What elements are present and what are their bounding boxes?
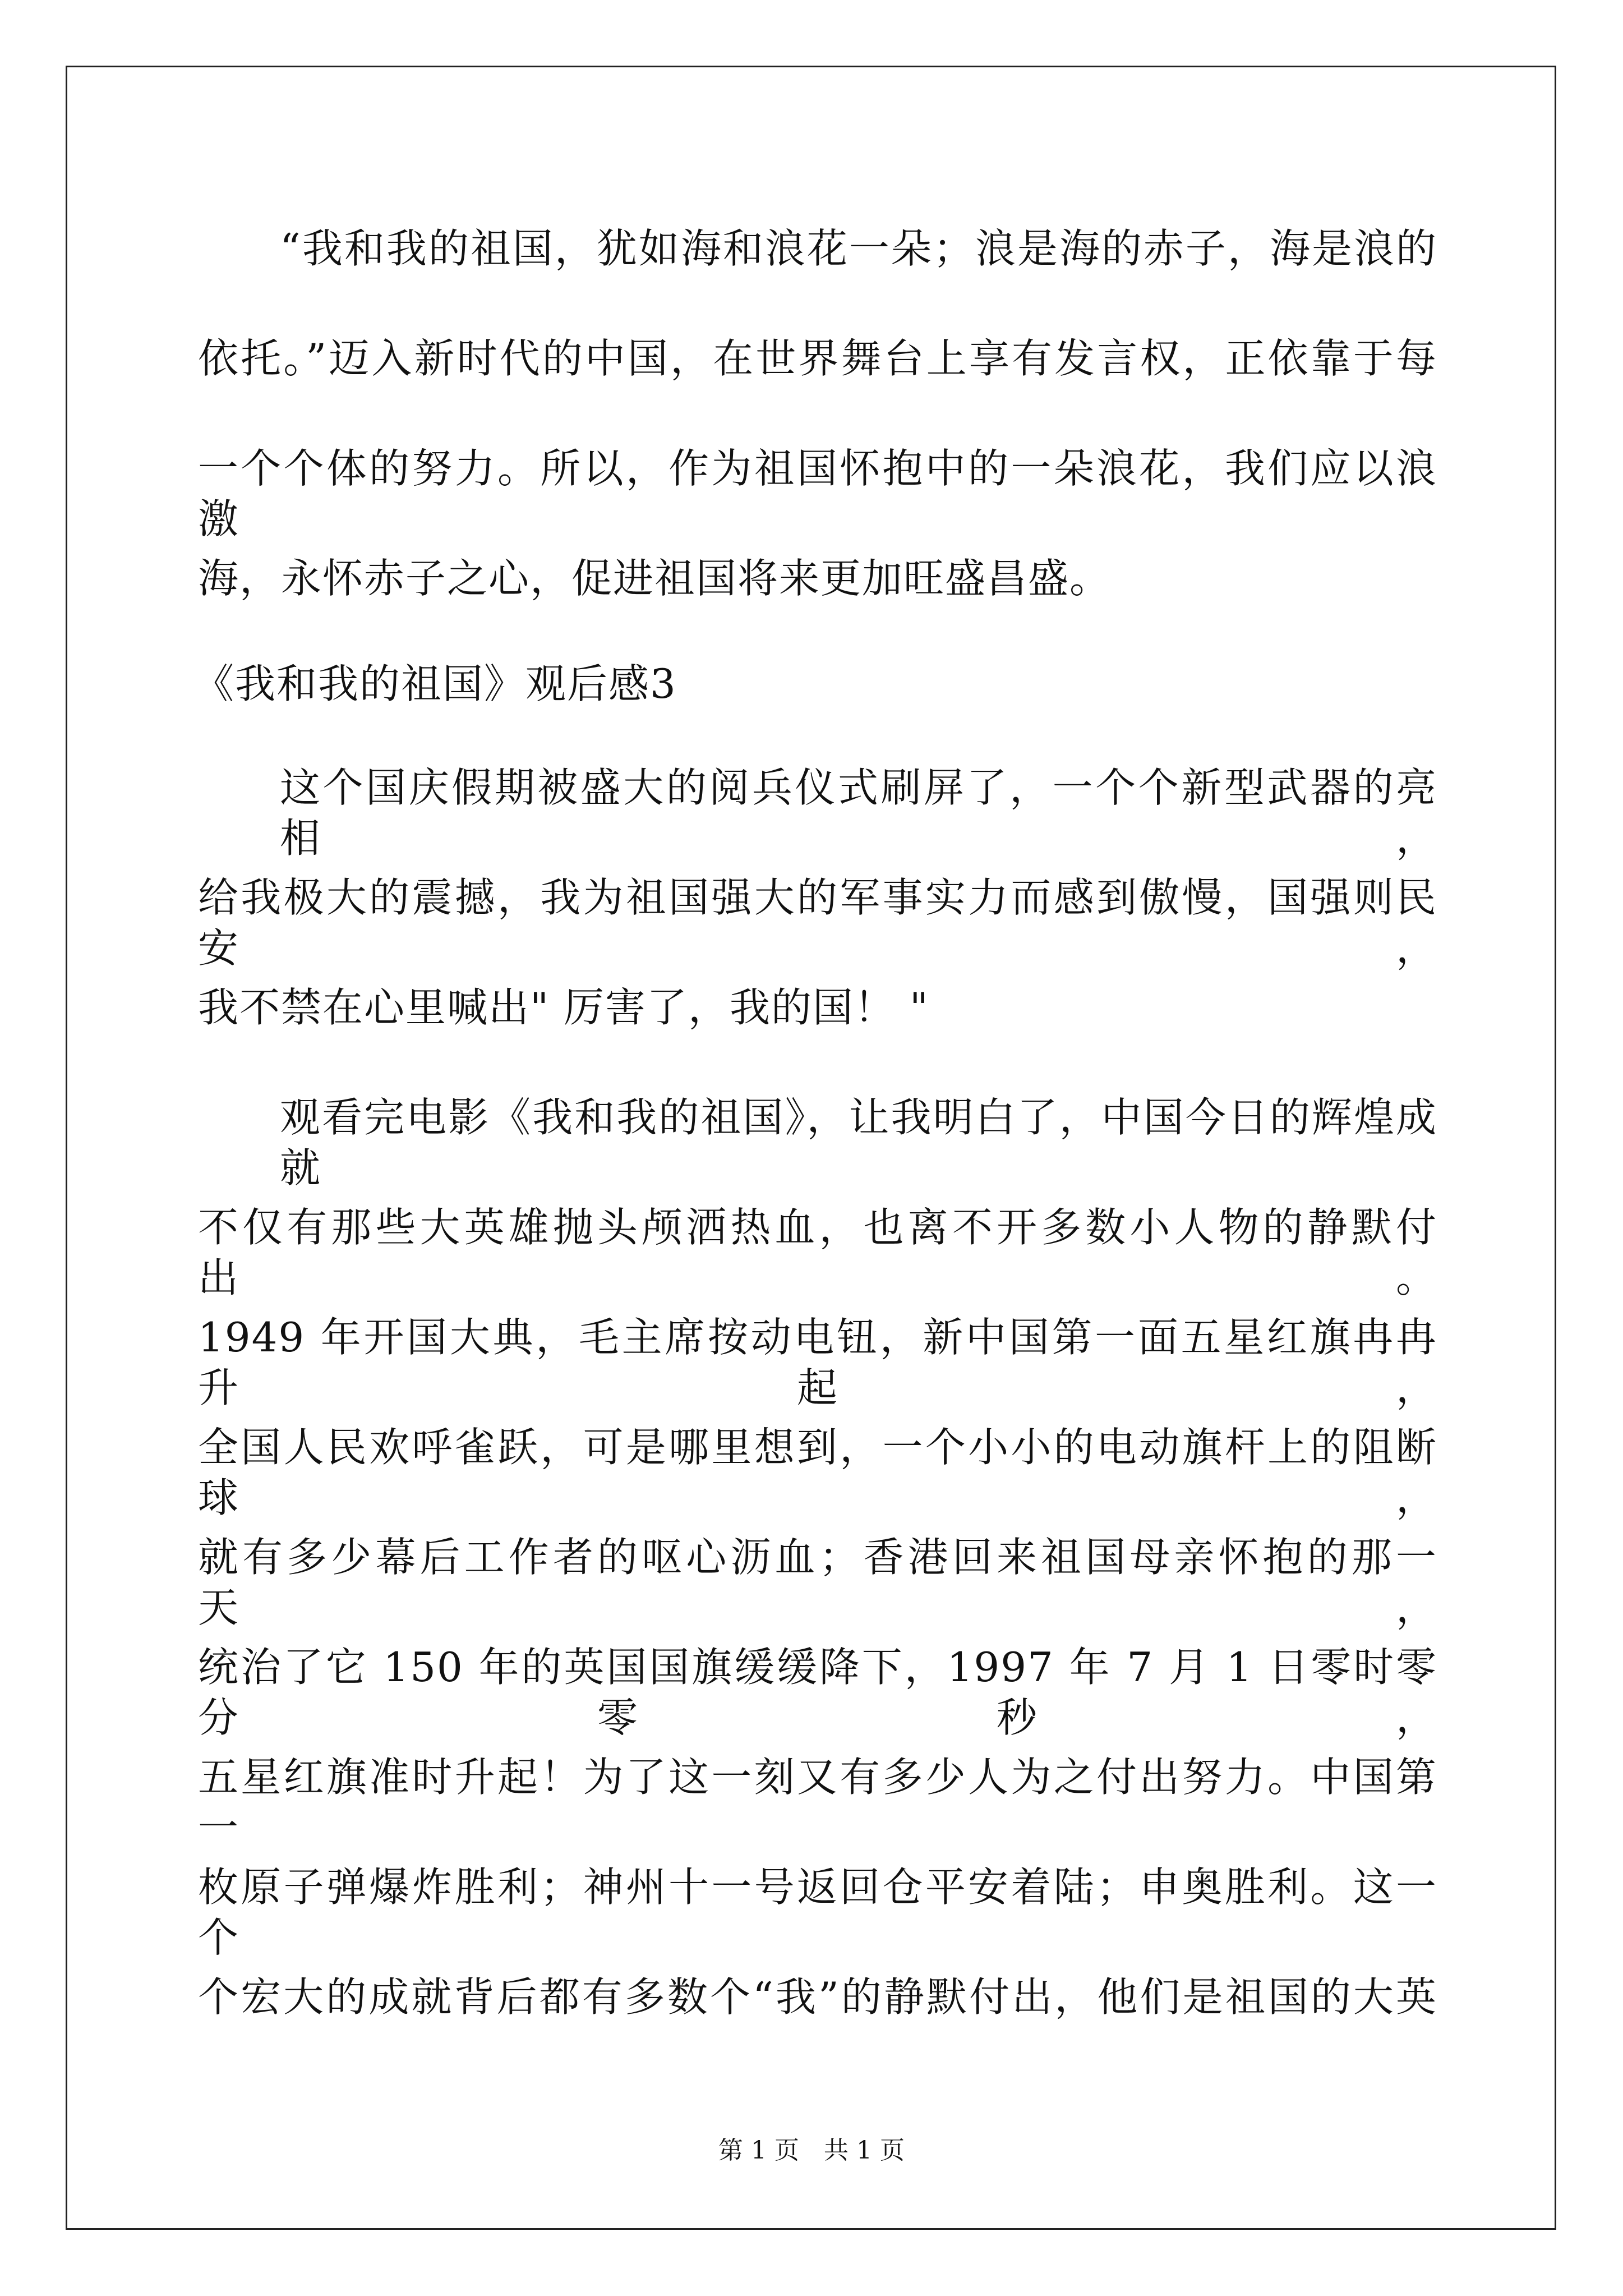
paragraph-line: “我和我的祖国，犹如海和浪花一朵；浪是海的赤子，海是浪的 [280, 225, 1437, 272]
paragraph-line: 统治了它 150 年的英国国旗缓缓降下，1997 年 7 月 1 日零时零分零秒， [198, 1644, 1437, 1741]
paragraph-line: 一个个体的努力。所以，作为祖国怀抱中的一朵浪花，我们应以浪激 [198, 445, 1437, 542]
paragraph-line: 海，永怀赤子之心，促进祖国将来更加旺盛昌盛。 [198, 555, 1112, 602]
paragraph-line: 给我极大的震撼，我为祖国强大的军事实力而感到傲慢，国强则民安， [198, 874, 1437, 972]
paragraph-line: 个宏大的成就背后都有多数个“我”的静默付出，他们是祖国的大英 [198, 1973, 1437, 2021]
paragraph-line: 观看完电影《我和我的祖国》，让我明白了，中国今日的辉煌成就 [280, 1094, 1437, 1191]
page-footer: 第 1 页 共 1 页 [718, 2136, 905, 2165]
paragraph-line: 就有多少幕后工作者的呕心沥血；香港回来祖国母亲怀抱的那一天， [198, 1534, 1437, 1631]
paragraph-line: 全国人民欢呼雀跃，可是哪里想到，一个小小的电动旗杆上的阻断球， [198, 1424, 1437, 1521]
paragraph-line: 不仅有那些大英雄抛头颅洒热血，也离不开多数小人物的静默付出。 [198, 1204, 1437, 1301]
paragraph-line: 这个国庆假期被盛大的阅兵仪式刷屏了，一个个新型武器的亮相， [280, 764, 1437, 862]
paragraph-line: 依托。”迈入新时代的中国，在世界舞台上享有发言权，正依靠于每 [198, 335, 1437, 382]
section-title: 《我和我的祖国》观后感3 [193, 660, 677, 707]
paragraph-line: 我不禁在心里喊出" 厉害了，我的国！ " [198, 984, 930, 1031]
paragraph-line: 五星红旗准时升起！为了这一刻又有多少人为之付出努力。中国第一 [198, 1754, 1437, 1851]
paragraph-line: 枚原子弹爆炸胜利；神州十一号返回仓平安着陆；申奥胜利。这一个 [198, 1864, 1437, 1961]
paragraph-line: 1949 年开国大典，毛主席按动电钮，新中国第一面五星红旗冉冉升起， [198, 1314, 1437, 1411]
